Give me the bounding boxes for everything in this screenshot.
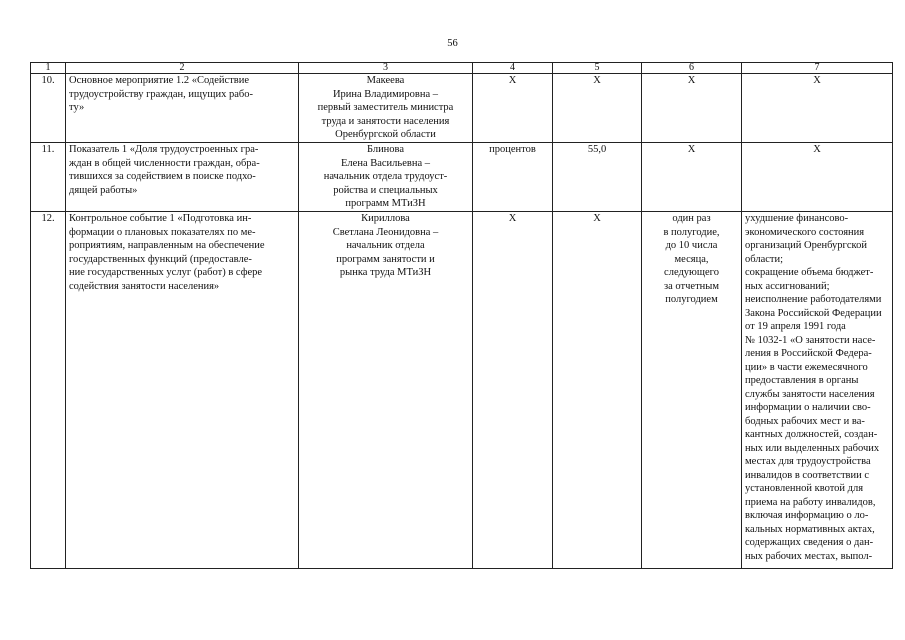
value-cell: Х <box>553 74 642 143</box>
unit-cell: процентов <box>473 143 553 212</box>
text-line: роприятиям, направленным на обеспечение <box>69 240 265 251</box>
row-number: 11. <box>31 143 66 212</box>
text-line: включая информацию о ло- <box>745 510 869 521</box>
value-cell: 55,0 <box>553 143 642 212</box>
column-header: 5 <box>553 63 642 74</box>
column-header: 7 <box>742 63 893 74</box>
measure-name-cell <box>66 212 299 569</box>
text-line: местах для трудоустройства <box>745 456 871 467</box>
text-line: Блинова <box>366 144 405 155</box>
text-line: неисполнение работодателями <box>745 294 882 305</box>
text-line: от 19 апреля 1991 года <box>745 321 846 332</box>
text-line: Елена Васильевна – <box>341 157 430 169</box>
text-line: программ занятости и <box>336 253 435 265</box>
text-line: Оренбургской области <box>335 129 436 140</box>
measure-name-cell <box>66 74 299 143</box>
text-line: трудоустройству граждан, ищущих рабо- <box>69 88 253 100</box>
text-line: ухудшение финансово- <box>745 213 849 224</box>
text-line: службы занятости населения <box>745 388 875 400</box>
text-line: инвалидов в соответствии с <box>745 469 870 481</box>
text-line: труда и занятости населения <box>321 115 450 127</box>
text-line: информации о наличии сво- <box>745 402 871 413</box>
text-line: ройства и специальных <box>333 184 438 196</box>
text-line: Х <box>813 75 821 86</box>
text-line: дящей работы» <box>69 184 138 196</box>
deadline-cell <box>642 212 742 569</box>
text-line: ние государственных услуг (работ) в сфере <box>69 267 263 278</box>
measures-table <box>30 62 893 569</box>
value-cell: Х <box>553 212 642 569</box>
text-line: содержащих сведения о дан- <box>745 537 874 548</box>
text-line: Контрольное событие 1 «Подготовка ин- <box>69 213 252 224</box>
text-line: до 10 числа <box>665 240 718 251</box>
text-line: установленной квотой для <box>745 483 864 494</box>
text-line: полугодием <box>665 294 718 305</box>
responsible-cell <box>299 74 473 143</box>
text-line: Макеева <box>366 75 405 86</box>
text-line: ции» в части ежемесячного <box>745 361 868 373</box>
text-line: экономического состояния <box>745 226 865 238</box>
column-header: 6 <box>642 63 742 74</box>
text-line: приема на работу инвалидов, <box>745 496 876 508</box>
text-line: ных рабочих местах, выпол- <box>745 550 873 562</box>
measure-name-cell <box>66 143 299 212</box>
unit-cell: Х <box>473 212 553 569</box>
text-line: содействия занятости населения» <box>69 280 220 292</box>
column-header: 1 <box>31 63 66 74</box>
text-line: Х <box>687 144 696 155</box>
text-line: начальник отдела трудоуст- <box>323 171 448 182</box>
text-line: ту» <box>69 102 85 113</box>
text-line: государственных функций (предоставле- <box>69 253 252 265</box>
text-line: месяца, <box>674 253 709 265</box>
page-number: 56 <box>447 38 458 49</box>
text-line: в полугодие, <box>663 226 720 238</box>
unit-cell: Х <box>473 74 553 143</box>
text-line: программ МТиЗН <box>345 198 426 209</box>
text-line: Показатель 1 «Доля трудоустроенных гра- <box>69 144 259 155</box>
table-row <box>31 212 893 569</box>
text-line: Х <box>813 144 821 155</box>
text-line: Х <box>687 75 696 86</box>
text-line: сокращение объема бюджет- <box>745 267 874 278</box>
row-number: 12. <box>31 212 66 569</box>
text-line: один раз <box>672 213 711 224</box>
text-line: Кириллова <box>361 213 410 224</box>
risk-cell <box>742 143 893 212</box>
text-line: тившихся за содействием в поиске подхо- <box>69 171 256 182</box>
deadline-cell <box>642 143 742 212</box>
text-line: формации о плановых показателях по ме- <box>69 226 256 238</box>
text-line: ных или выделенных рабочих <box>745 442 880 454</box>
deadline-cell <box>642 74 742 143</box>
responsible-cell <box>299 143 473 212</box>
responsible-cell <box>299 212 473 569</box>
text-line: ления в Российской Федера- <box>745 348 872 359</box>
header-row <box>31 63 893 74</box>
risk-cell <box>742 74 893 143</box>
text-line: следующего <box>664 267 719 278</box>
text-line: первый заместитель министра <box>317 102 454 113</box>
text-line: Закона Российской Федерации <box>745 307 882 319</box>
risk-cell <box>742 212 893 569</box>
text-line: Ирина Владимировна – <box>332 88 439 100</box>
text-line: Основное мероприятие 1.2 «Содействие <box>69 75 250 86</box>
text-line: бодных рабочих мест и ва- <box>745 415 865 427</box>
table-row <box>31 143 893 212</box>
text-line: организаций Оренбургской <box>745 240 867 251</box>
text-line: за отчетным <box>664 280 719 292</box>
text-line: кантных должностей, создан- <box>745 429 878 440</box>
text-line: ных ассигнований; <box>745 280 830 292</box>
text-line: № 1032-1 «О занятости насе- <box>745 334 876 346</box>
text-line: предоставления в органы <box>745 375 859 386</box>
text-line: начальник отдела <box>346 240 425 251</box>
text-line: области; <box>745 253 784 265</box>
column-header: 2 <box>66 63 299 74</box>
text-line: ждан в общей численности граждан, обра- <box>69 157 260 169</box>
table-row <box>31 74 893 143</box>
text-line: Светлана Леонидовна – <box>332 226 439 238</box>
text-line: кальных нормативных актах, <box>745 523 875 535</box>
text-line: рынка труда МТиЗН <box>339 267 432 278</box>
row-number: 10. <box>31 74 66 143</box>
column-header: 3 <box>299 63 473 74</box>
column-header: 4 <box>473 63 553 74</box>
